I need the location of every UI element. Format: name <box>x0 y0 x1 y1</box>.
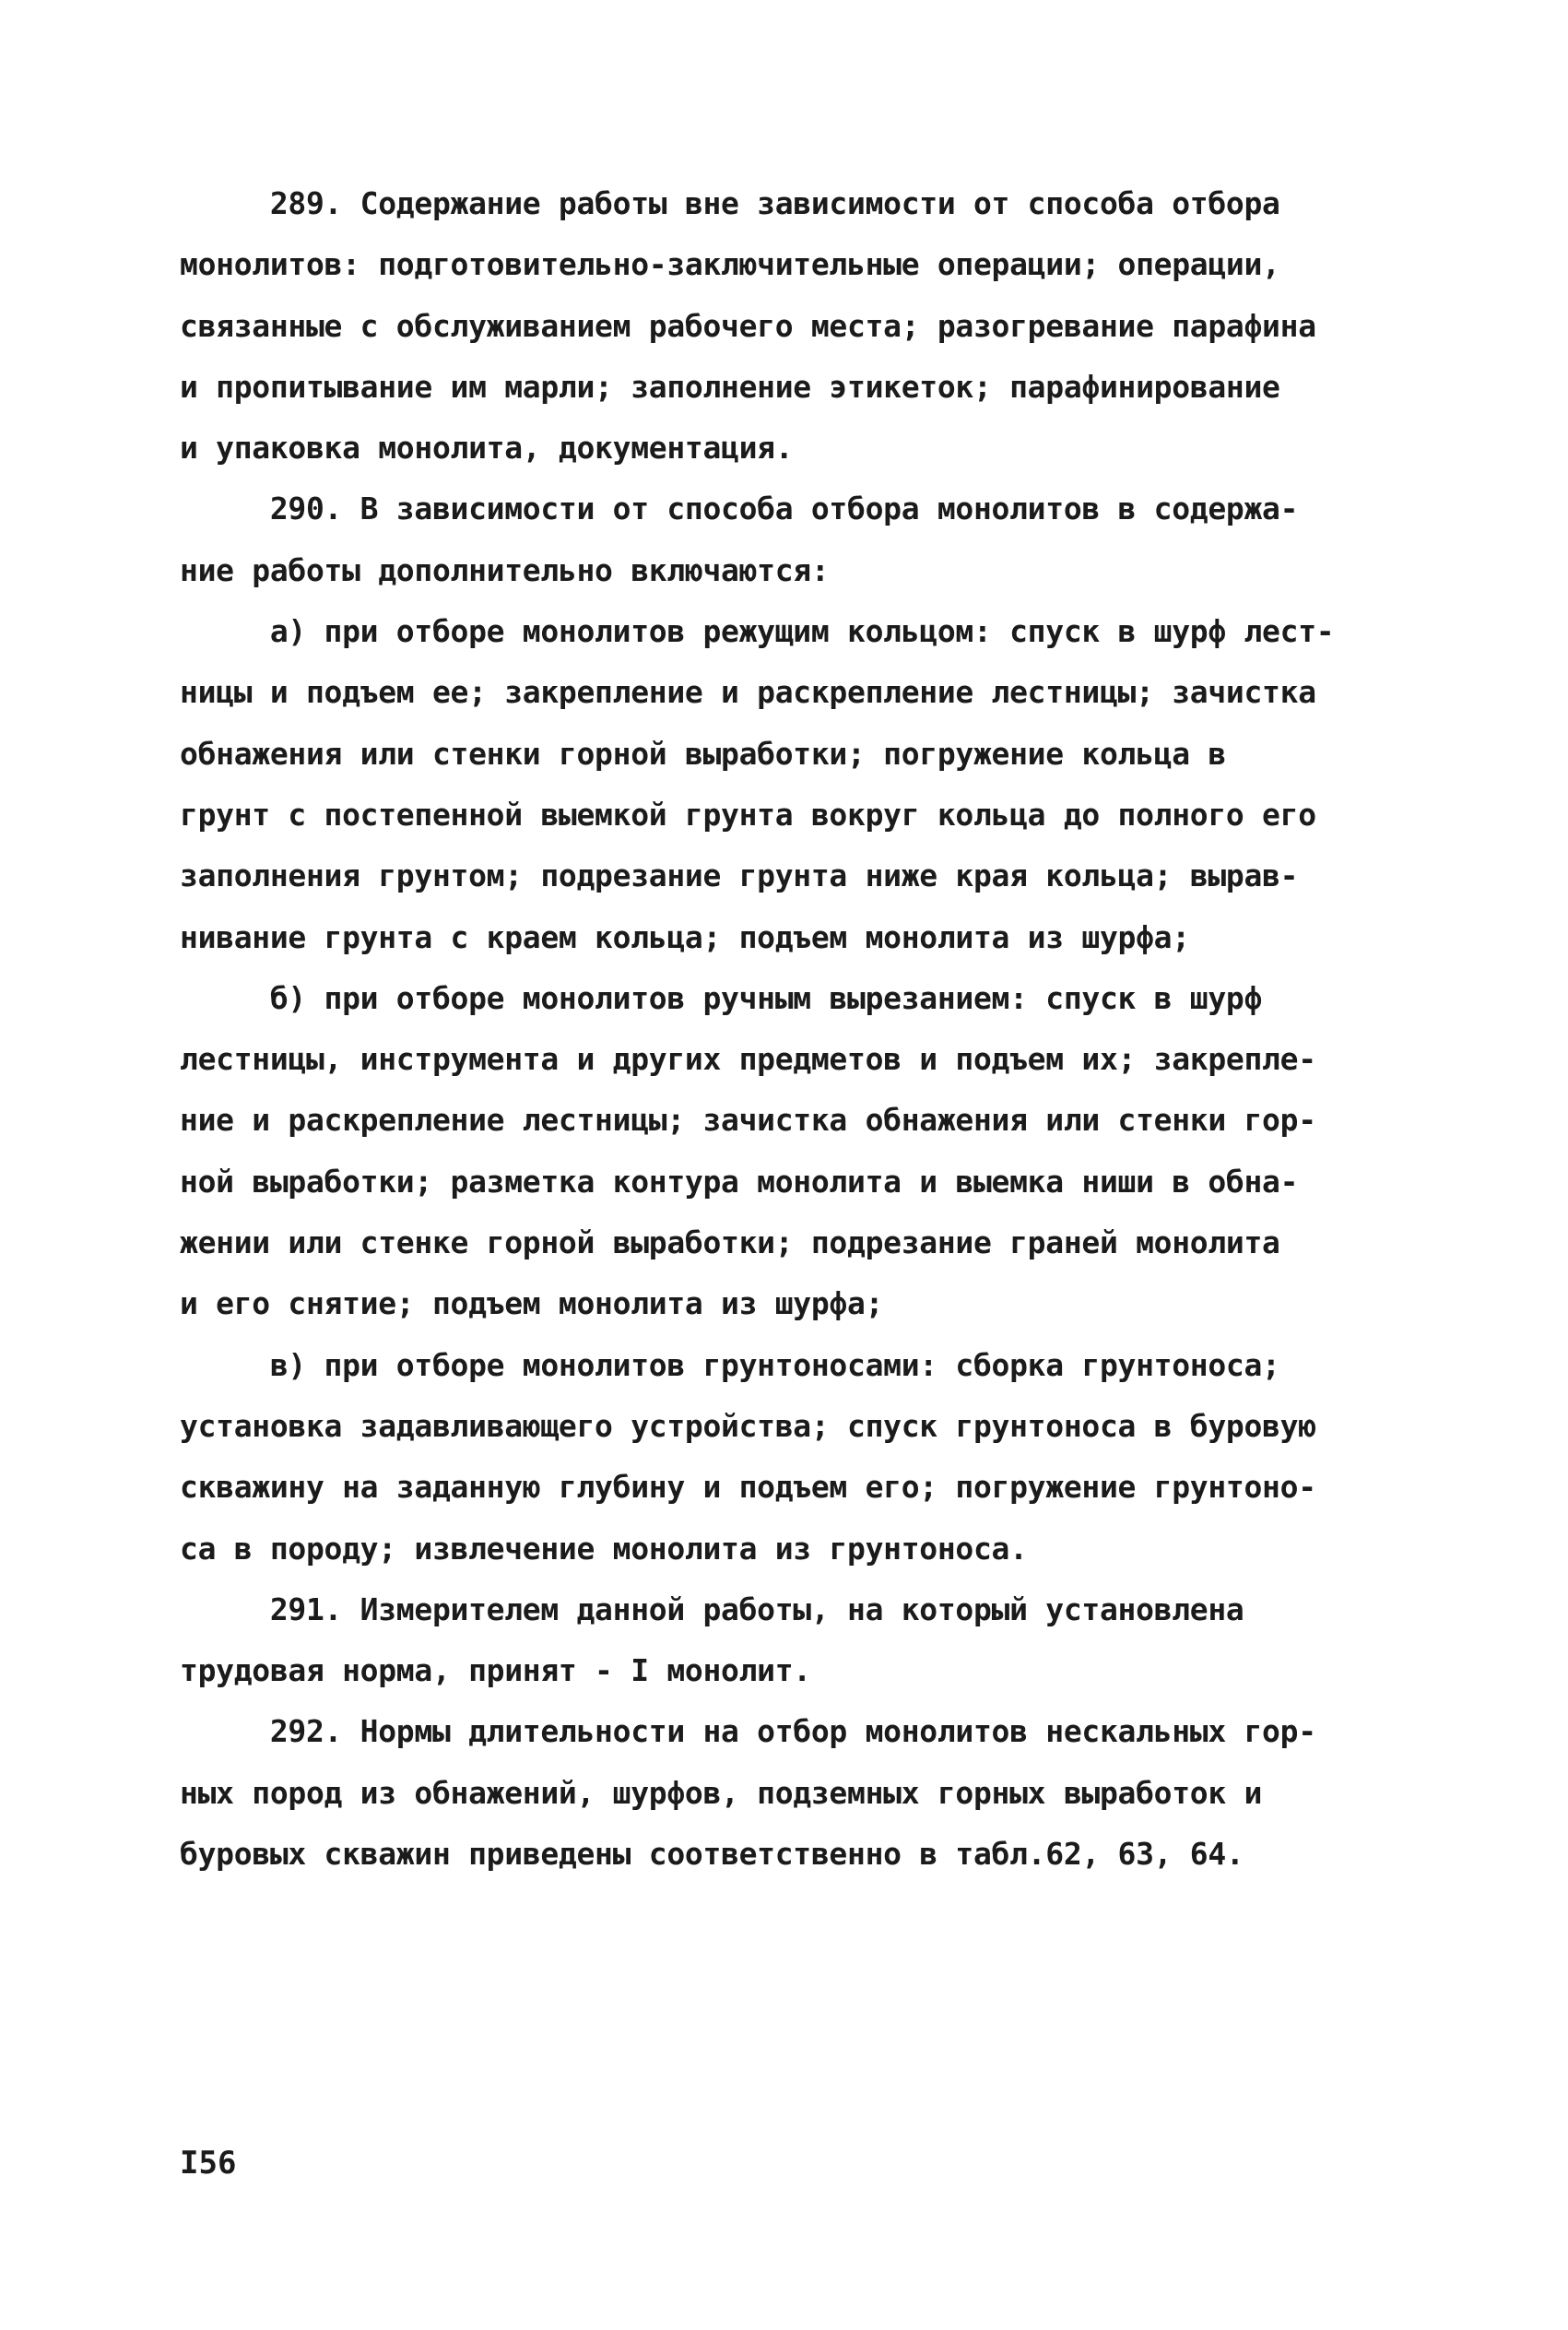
text-line: жении или стенке горной выработки; подрезание граней монолита <box>180 1224 1280 1261</box>
text-line: лестницы, инструмента и других предметов и подъем их; закрепле- <box>180 1041 1316 1078</box>
text-line: ницы и подъем ее; закрепление и раскрепление лестницы; зачистка <box>180 674 1316 711</box>
text-line: ние и раскрепление лестницы; зачистка обнажения или стенки гор- <box>180 1102 1316 1139</box>
text-line: установка задавливающего устройства; спуск грунтоноса в буровую <box>180 1407 1316 1444</box>
text-line: заполнения грунтом; подрезание грунта ниже края кольца; вырав- <box>180 857 1299 894</box>
text-line: нивание грунта с краем кольца; подъем монолита из шурфа; <box>180 918 1190 955</box>
text-line: 290. В зависимости от способа отбора монолитов в содержа- <box>180 491 1299 527</box>
text-line: монолитов: подготовительно-заключительные операции; операции, <box>180 246 1280 283</box>
text-line: обнажения или стенки горной выработки; погружение кольца в <box>180 735 1226 772</box>
text-line: 292. Нормы длительности на отбор монолитов нескальных гор- <box>180 1713 1316 1750</box>
page-number: I56 <box>180 2145 237 2182</box>
text-line: ных пород из обнажений, шурфов, подземных горных выработок и <box>180 1774 1263 1811</box>
text-line: б) при отборе монолитов ручным вырезанием: спуск в шурф <box>180 979 1263 1016</box>
text-line: и его снятие; подъем монолита из шурфа; <box>180 1285 884 1322</box>
text-line: са в породу; извлечение монолита из грунтоноса. <box>180 1530 1028 1567</box>
text-line: и пропитывание им марли; заполнение этикеток; парафинирование <box>180 368 1280 405</box>
text-line: 291. Измерителем данной работы, на который установлена <box>180 1591 1244 1627</box>
body-text <box>180 173 1397 1885</box>
text-line: в) при отборе монолитов грунтоносами: сборка грунтоноса; <box>180 1346 1280 1383</box>
text-line: трудовая норма, принят - I монолит. <box>180 1652 811 1689</box>
text-line: ние работы дополнительно включаются: <box>180 551 830 588</box>
text-line: грунт с постепенной выемкой грунта вокруг кольца до полного его <box>180 796 1316 833</box>
text-line: скважину на заданную глубину и подъем его; погружение грунтоно- <box>180 1469 1316 1506</box>
text-line: а) при отборе монолитов режущим кольцом: спуск в шурф лест- <box>180 613 1335 650</box>
text-line: ной выработки; разметка контура монолита и выемка ниши в обна- <box>180 1163 1299 1200</box>
text-line: буровых скважин приведены соответственно в табл.62, 63, 64. <box>180 1836 1244 1873</box>
text-line: и упаковка монолита, документация. <box>180 430 794 467</box>
text-line: 289. Содержание работы вне зависимости от способа отбора <box>180 185 1280 221</box>
text-line: связанные с обслуживанием рабочего места; разогревание парафина <box>180 307 1316 344</box>
